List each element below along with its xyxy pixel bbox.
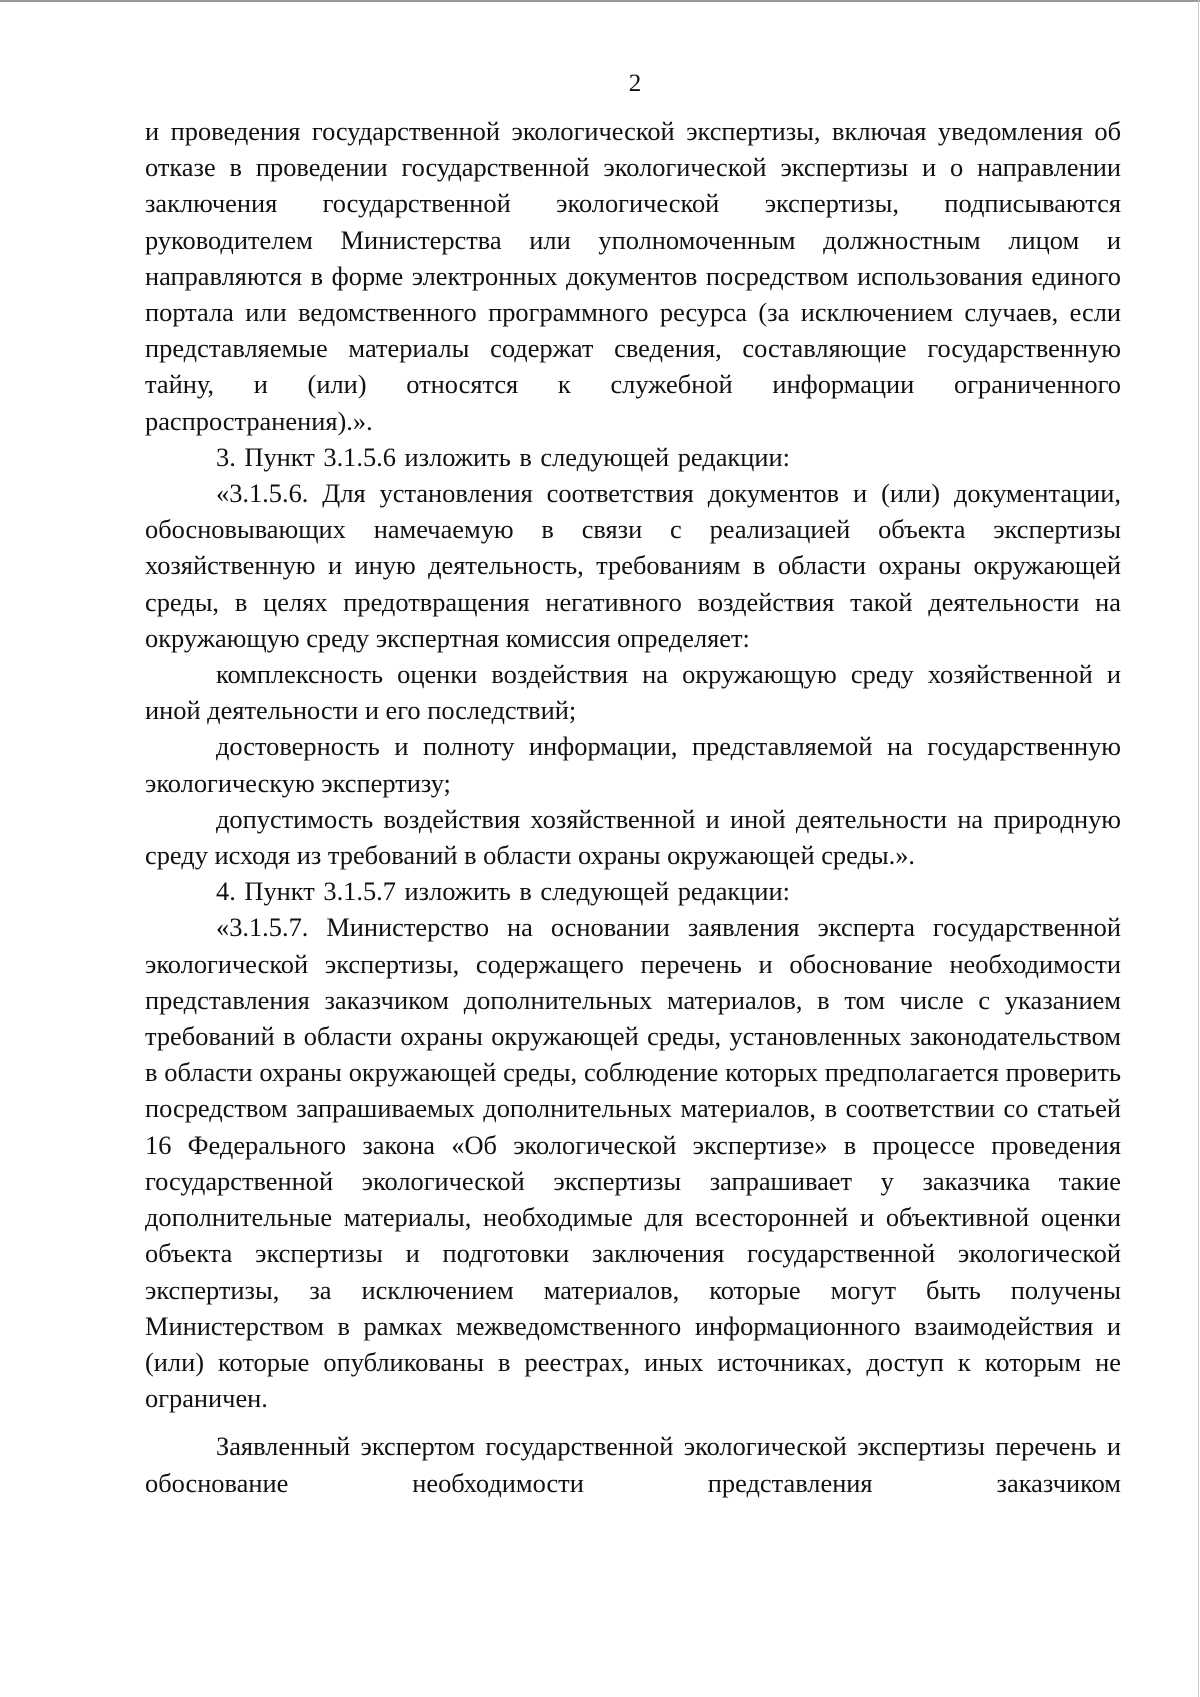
page-number: 2 xyxy=(628,70,642,97)
paragraph-reliability: достоверность и полноту информации, представляемой на государственную экологическую экспертизу; xyxy=(145,731,1121,798)
paragraph-admissibility: допустимость воздействия хозяйственной и иной деятельности на природную среду исходя из требований в области охраны окружающей среды.». xyxy=(145,803,1121,871)
list-item-4: 4. Пункт 3.1.5.7 изложить в следующей редакции: xyxy=(216,876,790,907)
paragraph-declared-list: Заявленный экспертом государственной экологической экспертизы перечень и обоснование необходимости представления заказчиком xyxy=(145,1431,1121,1498)
list-item-3: 3. Пункт 3.1.5.6 изложить в следующей редакции: xyxy=(216,441,790,472)
document-body xyxy=(145,113,1121,1501)
paragraph-3-1-5-6: «3.1.5.6. Для установления соответствия документов и (или) документации, обосновывающих намечаемую в связи с реализацией объекта экспертизы хозяйственную и иную деятельность, требованиям в области охраны окружающей среды, в целях предотвращения негативного воздействия такой деятельности на окружающую среду экспертная комиссия определяет: xyxy=(145,478,1121,653)
scan-top-edge xyxy=(0,0,1200,2)
paragraph-continuation: и проведения государственной экологической экспертизы, включая уведомления об отказе в проведении государственной экологической экспертизы и о направлении заключения государственной экологической экспертизы, подписываются руководителем Министерства или уполномоченным должностным лицом и направляются в форме электронных документов посредством использования единого портала или ведомственного программного ресурса (за исключением случаев, если представляемые материалы содержат сведения, составляющие государственную тайну, и (или) относятся к служебной информации ограниченного распространения).». xyxy=(145,116,1121,436)
paragraph-3-1-5-7: «3.1.5.7. Министерство на основании заявления эксперта государственной экологической экспертизы, содержащего перечень и обоснование необходимости представления заказчиком дополнительных материалов, в том числе с указанием требований в области охраны окружающей среды, установленных законодательством в области охраны окружающей среды, соблюдение которых предполагается проверить посредством запрашиваемых дополнительных материалов, в соответствии со статьей 16 Федерального закона «Об экологической экспертизе» в процессе проведения государственной экологической экспертизы запрашивает у заказчика такие дополнительные материалы, необходимые для всесторонней и объективной оценки объекта экспертизы и подготовки заключения государственной экологической экспертизы, за исключением материалов, которые могут быть получены Министерством в рамках межведомственного информационного взаимодействия и (или) которые опубликованы в реестрах, иных источниках, доступ к которым не ограничен. xyxy=(145,912,1121,1414)
paragraph-complexity: комплексность оценки воздействия на окружающую среду хозяйственной и иной деятельности и его последствий; xyxy=(145,659,1121,726)
scan-right-edge xyxy=(1198,0,1199,1697)
